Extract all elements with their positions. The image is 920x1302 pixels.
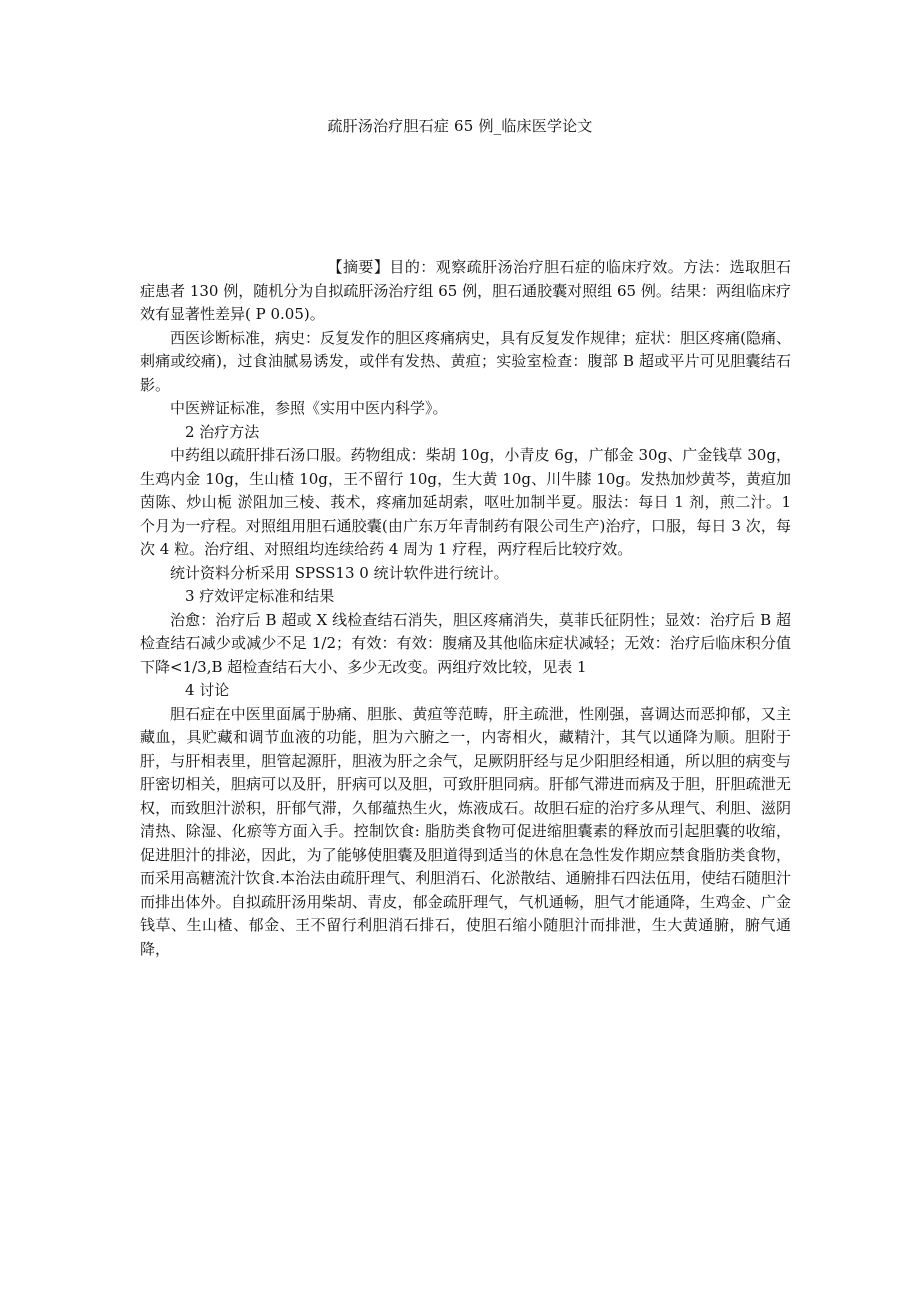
efficacy-paragraph: 治愈：治疗后 B 超或 X 线检查结石消失，胆区疼痛消失，莫菲氏征阴性；显效：治疗后 B 超检查结石减少或减少不足 1/2；有效：有效：腹痛及其他临床症状减轻；无效：治疗后临床积分值下降<1/3,B 超检查结石大小、多少无改变。两组疗效比较，见表 1	[140, 610, 791, 676]
abstract-paragraph: 【摘要】目的：观察疏肝汤治疗胆石症的临床疗效。方法：选取胆石症患者 130 例，随机分为自拟疏肝汤治疗组 65 例，胆石通胶囊对照组 65 例。结果：两组临床疗效有显著性差异( P 0.05)。	[140, 258, 791, 323]
document-title: 疏肝汤治疗胆石症 65 例_临床医学论文	[327, 117, 593, 135]
section-4-heading: 4 讨论	[185, 681, 230, 699]
treatment-paragraph: 中药组以疏肝排石汤口服。药物组成：柴胡 10g，小青皮 6g，广郁金 30g、广金钱草 30g，生鸡内金 10g，生山楂 10g，王不留行 10g，生大黄 10g、川牛膝 10g。发热加炒黄芩，黄疸加茵陈、炒山栀 淤阻加三棱、莪术，疼痛加延胡索，呕吐加制半夏。服法：每日 1 剂，煎二汁。1 个月为一疗程。对照组用胆石通胶囊(由广东万年青制药有限公司生产)治疗，口服，每日 3 次，每次 4 粒。治疗组、对照组均连续给药 4 周为 1 疗程，两疗程后比较疗效。	[140, 446, 791, 558]
section-2-heading: 2 治疗方法	[185, 422, 260, 441]
tcm-criteria-paragraph: 中医辨证标准，参照《实用中医内科学》。	[170, 399, 448, 417]
western-criteria-paragraph: 西医诊断标准，病史：反复发作的胆区疼痛病史，具有反复发作规律；症状：胆区疼痛(隐痛、刺痛或绞痛)，过食油腻易诱发，或伴有发热、黄疸；实验室检查：腹部 B 超或平片可见胆囊结石影。	[140, 328, 791, 394]
discussion-paragraph: 胆石症在中医里面属于胁痛、胆胀、黄疸等范畴，肝主疏泄，性刚强，喜调达而恶抑郁，又主藏血，具贮藏和调节血液的功能，胆为六腑之一，内寄相火，藏精汁，其气以通降为顺。胆附于肝，与肝相表里，胆管起源肝，胆液为肝之余气，足厥阴肝经与足少阳胆经相通，所以胆的病变与肝密切相关，胆病可以及肝，肝病可以及胆，可致肝胆同病。肝郁气滞进而病及于胆，肝胆疏泄无权，而致胆汁淤积，肝郁气滞，久郁蕴热生火，炼液成石。故胆石症的治疗多从理气、利胆、滋阴清热、除湿、化瘀等方面入手。控制饮食: 脂肪类食物可促进缩胆囊素的释放而引起胆囊的收缩，促进胆汁的排泌，因此，为了能够使胆囊及胆道得到适当的休息在急性发作期应禁食脂肪类食物，而采用高糖流汁饮食.本治法由疏肝理气、利胆消石、化淤散结、通腑排石四法伍用，使结石随胆汁而排出体外。自拟疏肝汤用柴胡、青皮，郁金疏肝理气，气机通畅，胆气才能通降，生鸡金、广金钱草、生山楂、郁金、王不留行利胆消石排石，使胆石缩小随胆汁而排泄，生大黄通腑，腑气通降，	[140, 704, 791, 958]
section-3-heading: 3 疗效评定标准和结果	[185, 587, 335, 605]
document-body	[140, 256, 791, 961]
statistics-paragraph: 统计资料分析采用 SPSS13 0 统计软件进行统计。	[170, 563, 509, 582]
